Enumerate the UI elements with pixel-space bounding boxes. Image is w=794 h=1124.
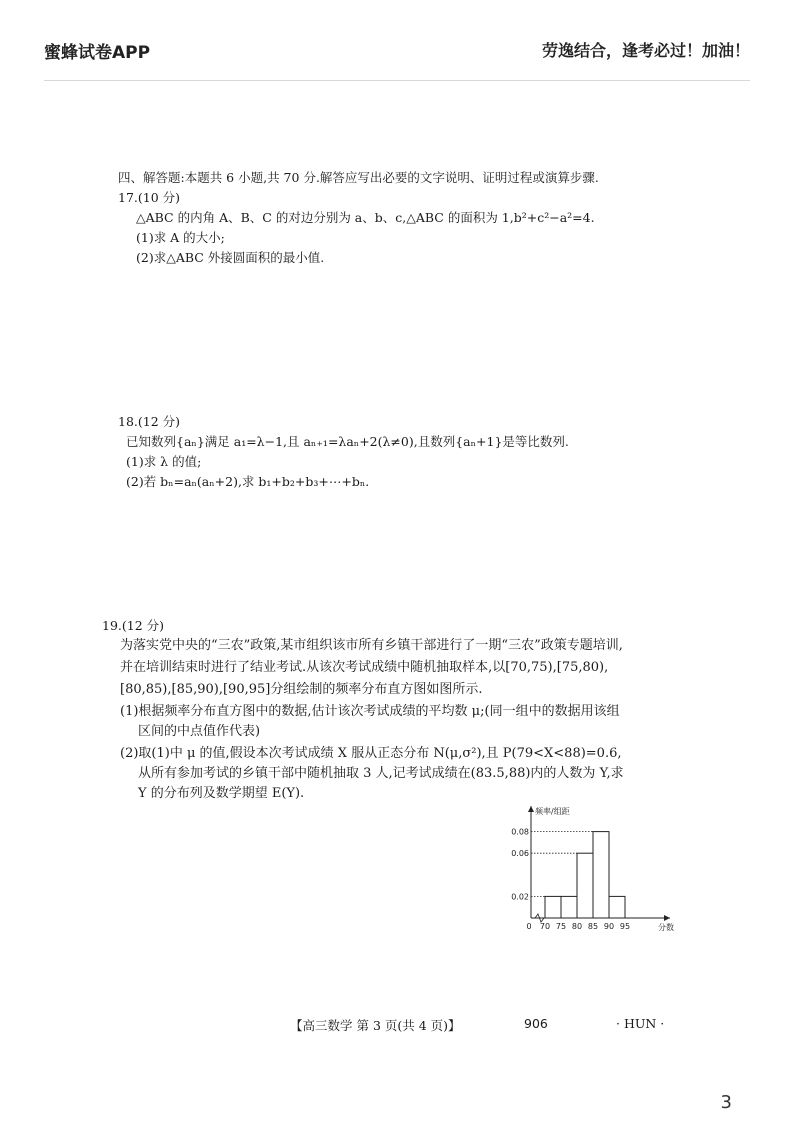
footer-subject: 【高三数学 第 3 页(共 4 页)】 [290,1018,461,1033]
y-axis-arrow [528,806,534,812]
q17-part2: (2)求△ABC 外接圆面积的最小值. [136,250,325,265]
q19-part1-a: (1)根据频率分布直方图中的数据,估计该次考试成绩的平均数 μ;(同一组中的数据用该组 [120,704,620,719]
y-tick-label: 0.02 [511,892,529,902]
histogram-bar [545,896,561,918]
q19-part2-b: 从所有参加考试的乡镇干部中随机抽取 3 人,记考试成绩在(83.5,88)内的人数为 Y,求 [138,766,624,781]
q19-line3: [80,85),[85,90),[90,95]分组绘制的频率分布直方图如图所示. [120,682,483,697]
histogram-bar [577,853,593,918]
y-tick-label: 0.08 [511,827,529,837]
q19-line2: 并在培训结束时进行了结业考试.从该次考试成绩中随机抽取样本,以[70,75),[75,80), [120,660,609,675]
q17-number: 17.(10 分) [118,190,181,205]
q19-part2-c: Y 的分布列及数学期望 E(Y). [138,786,305,801]
histogram-bar [593,832,609,918]
x-axis-arrow [664,915,670,921]
q19-part2-a: (2)取(1)中 μ 的值,假设本次考试成绩 X 服从正态分布 N(μ,σ²),且 P(79<X<88)=0.6, [120,746,622,761]
x-axis-label: 分数 [658,923,674,932]
x-tick-label: 85 [587,922,599,931]
header-divider [44,80,750,81]
x-tick-label: 80 [571,922,583,931]
q18-part1: (1)求 λ 的值; [126,454,202,469]
q18-part2: (2)若 bₙ=aₙ(aₙ+2),求 b₁+b₂+b₃+⋯+bₙ. [126,474,370,489]
y-tick-label: 0.06 [511,849,529,859]
q19-line1: 为落实党中央的“三农”政策,某市组织该市所有乡镇干部进行了一期“三农”政策专题培训, [120,638,623,653]
q17-stem: △ABC 的内角 A、B、C 的对边分别为 a、b、c,△ABC 的面积为 1,b²+c²−a²=4. [136,210,595,225]
x-tick-label: 95 [619,922,631,931]
x-tick-label: 90 [603,922,615,931]
slogan: 劳逸结合，逢考必过！加油！ [541,41,750,60]
origin-label: 0 [526,922,532,931]
app-name: 蜜蜂试卷APP [44,43,151,63]
q18-stem: 已知数列{aₙ}满足 a₁=λ−1,且 aₙ₊₁=λaₙ+2(λ≠0),且数列{aₙ+1}是等比数列. [126,434,569,449]
section-title: 四、解答题:本题共 6 小题,共 70 分.解答应写出必要的文字说明、证明过程或演算步骤. [118,170,599,185]
x-tick-label: 75 [555,922,567,931]
histogram-bar [561,896,577,918]
histogram-bar [609,896,625,918]
x-tick-label: 70 [539,922,551,931]
page-number: 3 [720,1092,732,1113]
y-axis-label: 频率/组距 [535,807,570,816]
frequency-histogram [505,800,680,940]
q17-part1: (1)求 A 的大小; [136,230,225,245]
footer-code: 906 [524,1016,548,1031]
q19-part1-b: 区间的中点值作代表) [138,724,261,739]
q19-number: 19.(12 分) [102,618,165,633]
q18-number: 18.(12 分) [118,414,181,429]
footer-region: · HUN · [616,1016,665,1031]
